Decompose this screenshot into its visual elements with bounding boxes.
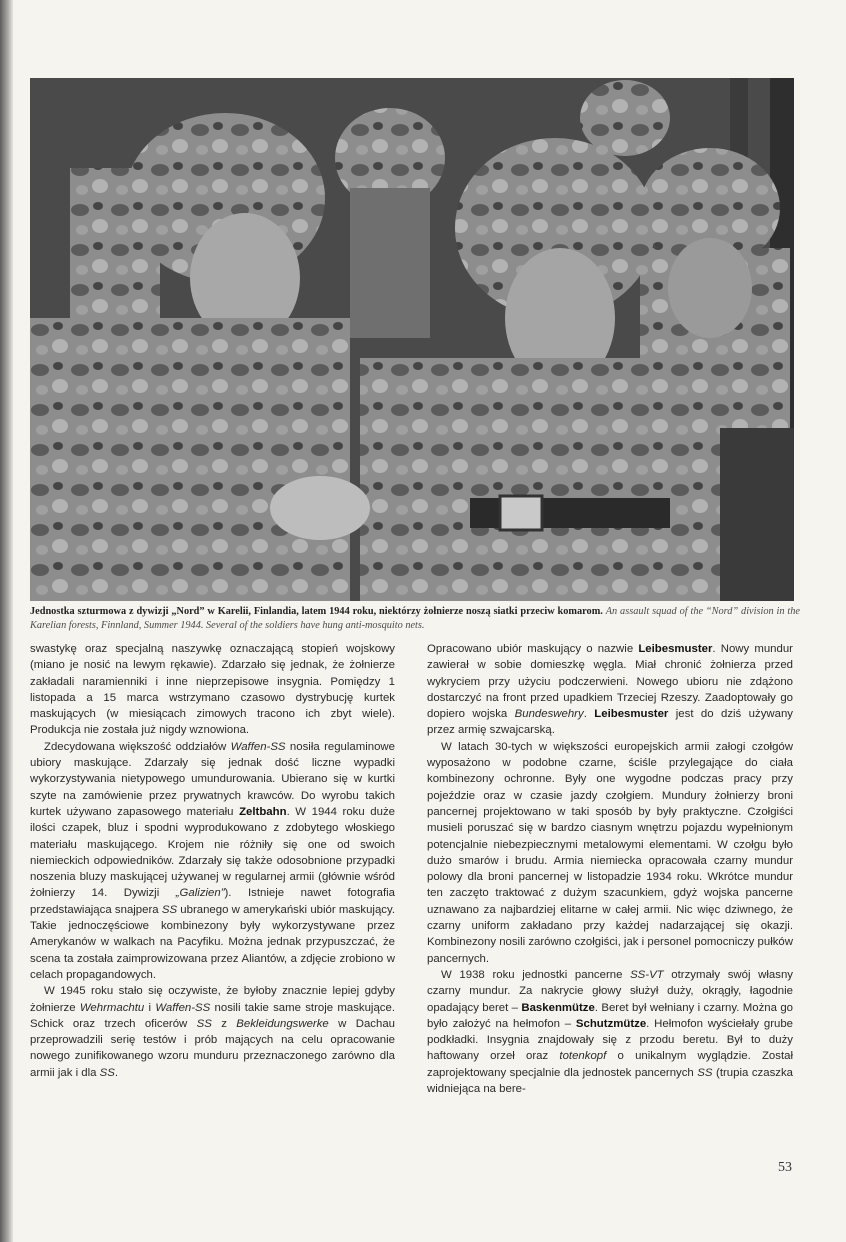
book-spine-shadow <box>0 0 13 1242</box>
paragraph: W 1945 roku stało się oczywiste, że byłoby znacznie lepiej gdyby żołnierze Wehrmachtu i Waffen-SS nosili takie same stroje maskujące. Schick oraz trzech oficerów SS z Bekleidungswerke w Dachau przeprowadzili serię testów i prób mających na celu opracowanie nowego zunifikowanego wzoru munduru przeznaczonego zarówno dla armii jak i dla SS. <box>30 985 395 1079</box>
soldiers-photo <box>30 78 794 601</box>
right-column <box>427 641 793 1097</box>
paragraph: swastykę oraz specjalną naszywkę oznaczającą stopień wojskowy (miano je nosić na lewym rękawie). Zdarzało się jednak, że żołnierze zakładali naramienniki i inne nieprzepisowe insygnia. Pomiędzy 1 listopada a 15 marca wstrzymano czasowo dystrybucję kurtek maskujących (w miesiącach zimowych tracono ich zbyt wiele). Produkcja nie została już nigdy wznowiona. <box>30 643 395 737</box>
caption-polish: Jednostka szturmowa z dywizji „Nord” w Karelii, Finlandia, latem 1944 roku, niektórzy żołnierze noszą siatki przeciw komarom. <box>30 606 603 617</box>
soldiers-photo-icon <box>30 78 794 601</box>
left-column <box>30 641 395 1081</box>
paragraph: W latach 30-tych w większości europejskich armii załogi czołgów wyposażono w podobne czarne, ściśle przylegające do ciała kombinezony ochronne. Były one wygodne podczas pracy przy pojeździe oraz w czasie jazdy czołgiem. Mundury żołnierzy broni pancernej projektowano w taki sposób by były praktyczne. Czołgiści musieli poruszać się w bardzo ciasnym wnętrzu pojazdu wypełnionym potencjalnie niebezpiecznymi metalowymi elementami. W czołgu było dużo smarów i brudu. Armia niemiecka opracowała czarny mundur polowy dla broni pancernej w listopadzie 1934 roku. Wkrótce mundur ten zaczęto traktować z dużym szacunkiem, gdyż wojska pancerne uznawano za najbardziej elitarne w całej armii. Nic więc dziwnego, że czarny uniform zakładano przy każdej nadarzającej się okazji. Kombinezony nosili zarówno czołgiści, jak i personel pomocniczy pułków pancernych. <box>427 740 793 965</box>
caption-english: An assault squad of the “Nord” division in the Karelian forests, Finnland, Summer 1944. Several of the soldiers have hung anti-mosquito nets. <box>30 606 800 631</box>
paragraph: Zdecydowana większość oddziałów Waffen-SS nosiła regulaminowe ubiory maskujące. Zdarzały się jednak dość liczne wypadki wykorzystywania nietypowego umundurowania. Ubierano się w kurtki szyte na zamówienie przez prywatnych krawców. Do wyrobu takich kurtek używano zapasowego materiału Zeltbahn. W 1944 roku duże ilości czapek, bluz i spodni wyprodukowano z zdobytego włoskiego materiału maskującego. Krojem nie różniły się one od swoich niemieckich odpowiedników. Zdarzały się także odosobnione przypadki noszenia bluzy maskującej używanej w regularnej armii (głównie wśród żołnierzy 14. Dywizji „Galizien”). Istnieje nawet fotografia przedstawiająca snajpera SS ubranego w amerykański ubiór maskujący. Takie jednoczęściowe kombinezony były wykorzystywane przez Amerykanów w walkach na Pacyfiku. Można jednak przypuszczać, że scena ta została zaimprowizowana przez Aliantów, a zdjęcie zrobiono w celach propagandowych. <box>30 740 396 981</box>
page-number: 53 <box>778 1160 792 1175</box>
photo-caption <box>30 605 800 633</box>
paragraph: W 1938 roku jednostki pancerne SS-VT otrzymały swój własny czarny mundur. Za nakrycie głowy służył duży, okrągły, łagodnie opadający beret – Baskenmütze. Beret był wełniany i czarny. Można go było założyć na hełmofon – Schutzmütze. Hełmofon wyściełały grube podkładki. Insygnia znajdowały się z przodu beretu. Był to duży haftowany orzeł oraz totenkopf o unikalnym wyglądzie. Został zaprojektowany specjalnie dla jednostek pancernych SS (trupia czaszka widniejąca na bere- <box>427 968 793 1096</box>
paragraph: Opracowano ubiór maskujący o nazwie Leibesmuster. Nowy mundur zawierał w sobie domieszkę węgla. Miał chronić żołnierza przed wykryciem przy użyciu podczerwieni. Nowego ubioru nie zdążono dostarczyć na front przed upadkiem Trzeciej Rzeszy. Zaadoptowały go dopiero wojska Bundeswehry. Leibesmuster jest do dziś używany przez armię szwajcarską. <box>427 643 793 737</box>
